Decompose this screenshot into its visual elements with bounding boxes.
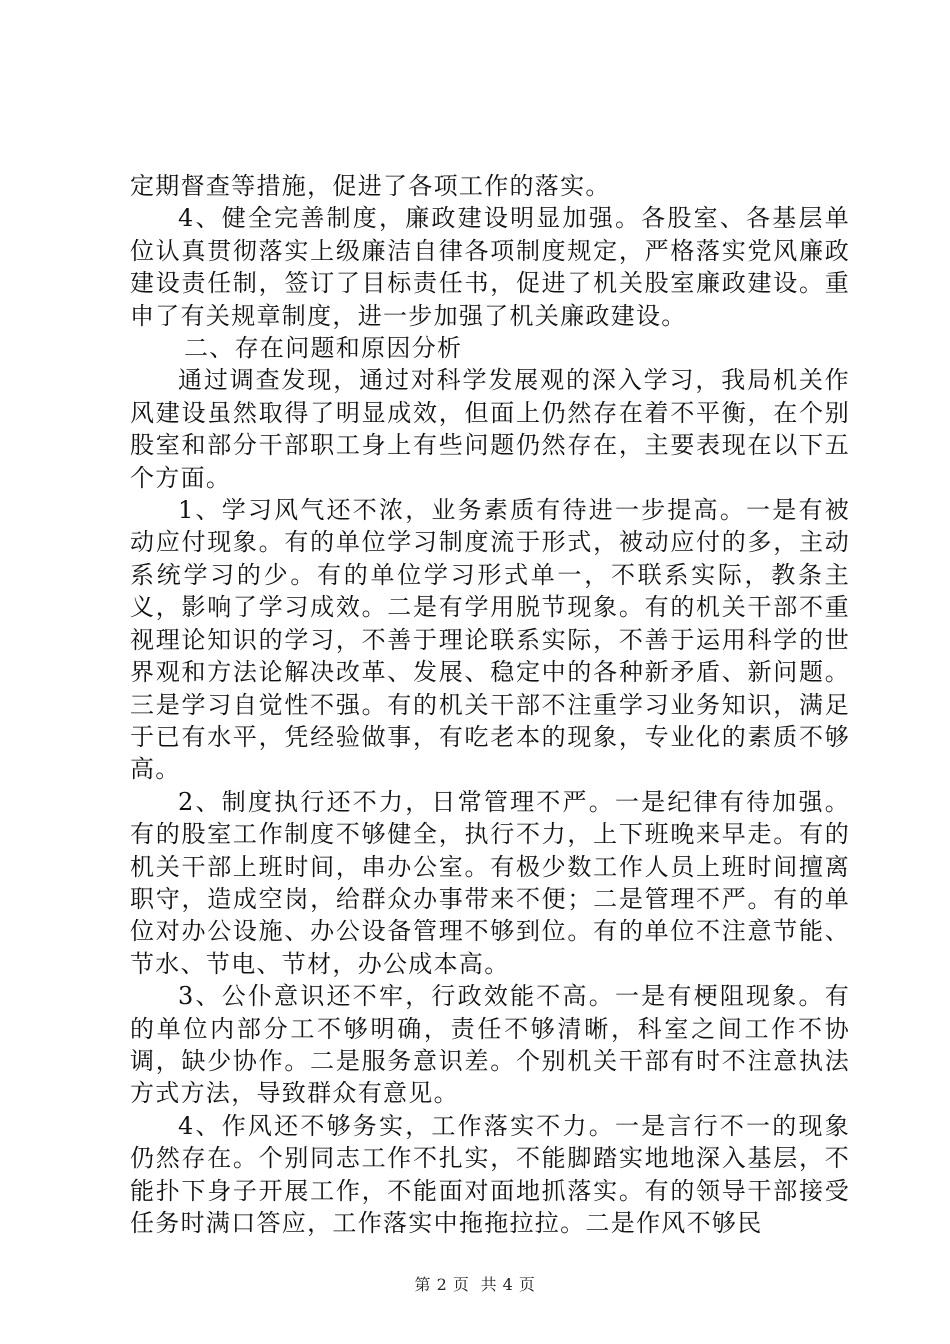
- page-footer: 第 2 页 共 4 页: [414, 1275, 536, 1294]
- paragraph: 1、学习风气还不浓，业务素质有待进一步提高。一是有被动应付现象。有的单位学习制度流于形式，被动应付的多，主动系统学习的少。有的单位学习形式单一，不联系实际，教条主义，影响了学习成效。二是有学用脱节现象。有的机关干部不重视理论知识的学习，不善于理论联系实际，不善于运用科学的世界观和方法论解决改革、发展、稳定中的各种新矛盾、新问题。三是学习自觉性不强。有的机关干部不注重学习业务知识，满足于已有水平，凭经验做事，有吃老本的现象，专业化的素质不够高。: [130, 496, 850, 784]
- document-body: [130, 170, 850, 1239]
- paragraph: 4、健全完善制度，廉政建设明显加强。各股室、各基层单位认真贯彻落实上级廉洁自律各项制度规定，严格落实党风廉政建设责任制，签订了目标责任书，促进了机关股室廉政建设。重申了有关规章制度，进一步加强了机关廉政建设。: [130, 204, 850, 330]
- paragraph: 2、制度执行还不力，日常管理不严。一是纪律有待加强。有的股室工作制度不够健全，执行不力，上下班晚来早走。有的机关干部上班时间，串办公室。有极少数工作人员上班时间擅离职守，造成空岗，给群众办事带来不便；二是管理不严。有的单位对办公设施、办公设备管理不够到位。有的单位不注意节能、节水、节电、节材，办公成本高。: [130, 787, 850, 978]
- paragraph: 定期督查等措施，促进了各项工作的落实。: [130, 172, 611, 200]
- section-heading: 二、存在问题和原因分析: [184, 334, 463, 363]
- paragraph: 通过调查发现，通过对科学发展观的深入学习，我局机关作风建设虽然取得了明显成效，但面上仍然存在着不平衡，在个别股室和部分干部职工身上有些问题仍然存在，主要表现在以下五个方面。: [130, 366, 850, 492]
- paragraph: 3、公仆意识还不牢，行政效能不高。一是有梗阻现象。有的单位内部分工不够明确，责任不够清晰，科室之间工作不协调，缺少协作。二是服务意识差。个别机关干部有时不注意执法方式方法，导致群众有意见。: [130, 982, 850, 1108]
- paragraph: 4、作风还不够务实，工作落实不力。一是言行不一的现象仍然存在。个别同志工作不扎实，不能脚踏实地地深入基层，不能扑下身子开展工作，不能面对面地抓落实。有的领导干部接受任务时满口答应，工作落实中拖拖拉拉。二是作风不够民: [130, 1111, 850, 1237]
